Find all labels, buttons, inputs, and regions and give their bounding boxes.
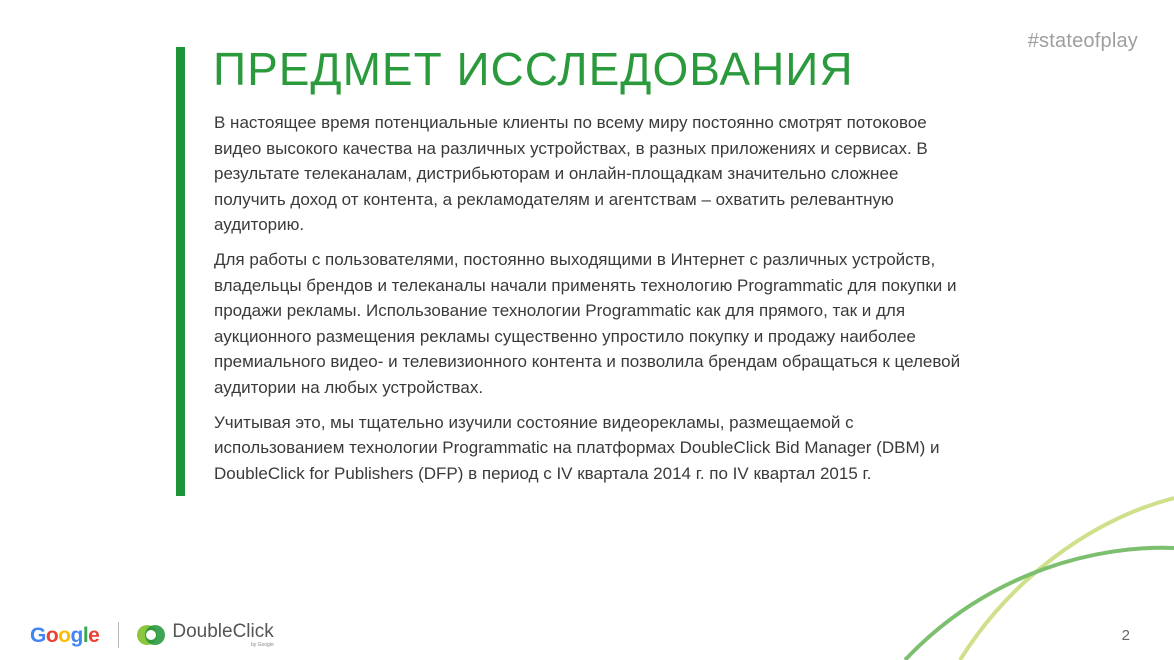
doubleclick-by-google: by Google — [250, 642, 274, 648]
page-number: 2 — [1121, 627, 1130, 644]
doubleclick-icon — [136, 623, 166, 647]
google-logo-letter: G — [30, 623, 46, 647]
doubleclick-logo — [136, 622, 273, 648]
accent-bar — [176, 47, 185, 496]
footer-logos — [30, 618, 274, 652]
body-text — [214, 110, 974, 495]
google-logo-letter: g — [70, 623, 83, 647]
google-logo — [30, 625, 99, 646]
google-logo-letter: l — [82, 623, 89, 647]
swoosh-light-green — [960, 498, 1174, 660]
google-logo-letter: e — [88, 623, 100, 647]
hashtag-label: #stateofplay — [1027, 30, 1138, 52]
page-title: ПРЕДМЕТ ИССЛЕДОВАНИЯ — [213, 43, 854, 95]
google-logo-letter: o — [58, 623, 71, 647]
paragraph-1: В настоящее время потенциальные клиенты по всему миру постоянно смотрят потоковое видео высокого качества на различных устройствах, в разных приложениях и сервисах. В результате телеканалам, дистрибьюторам и онлайн-площадкам значительно сложнее получить доход от контента, а рекламодателям и агентствам – охватить релевантную аудиторию. — [214, 113, 928, 235]
google-logo-letter: o — [45, 623, 59, 647]
logo-divider — [118, 622, 119, 648]
doubleclick-name: DoubleClick — [172, 621, 274, 642]
paragraph-3: Учитывая это, мы тщательно изучили состояние видеорекламы, размещаемой с использованием технологии Programmatic на платформах DoubleClick Bid Manager (DBM) и DoubleClick for Publishers (DFP) в период с IV квартала 2014 г. по IV квартал 2015 г. — [214, 412, 940, 483]
paragraph-2: Для работы с пользователями, постоянно выходящими в Интернет с различных устройств, владельцы брендов и телеканалы начали применять технологию Programmatic для покупки и продажи рекламы. Использование технологии Programmatic как для прямого, так и для аукционного размещения рекламы существенно упростило покупку и продажу наиболее премиального видео- и телевизионного контента и позволила брендам обращаться к целевой аудитории на любых устройствах. — [214, 249, 961, 397]
swoosh-mid-green — [905, 548, 1174, 660]
